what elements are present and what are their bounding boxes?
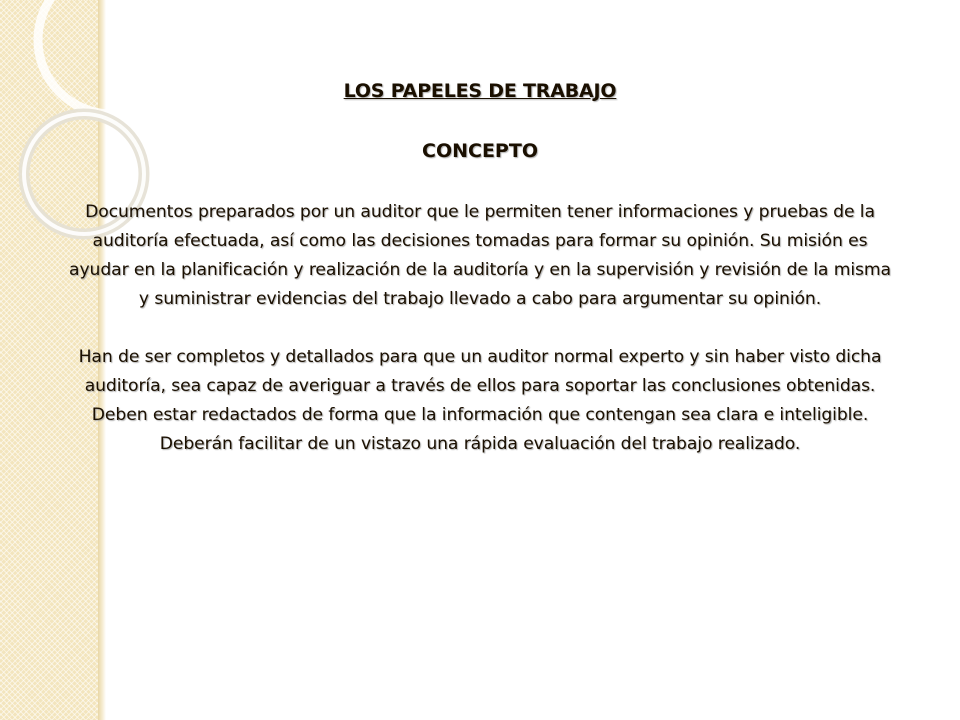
- slide-title: LOS PAPELES DE TRABAJO: [343, 80, 617, 102]
- paragraph-2: Han de ser completos y detallados para que un auditor normal experto y sin haber visto dicha auditoría, sea capaz de averiguar a través de ellos para soportar las conclusiones obtenidas. Deben estar redactados de forma que la información que contengan sea clara e inteligible. Deberán facilitar de un vistazo una rápida evaluación del trabajo realizado.: [78, 347, 882, 454]
- slide-content: [62, 78, 898, 459]
- slide-subtitle: CONCEPTO: [422, 140, 538, 162]
- paragraph-1: Documentos preparados por un auditor que le permiten tener informaciones y pruebas de la auditoría efectuada, así como las decisiones tomadas para formar su opinión. Su misión es ayudar en la planificación y realización de la auditoría y en la supervisión y revisión de la misma y suministrar evidencias del trabajo llevado a cabo para argumentar su opinión.: [69, 202, 891, 309]
